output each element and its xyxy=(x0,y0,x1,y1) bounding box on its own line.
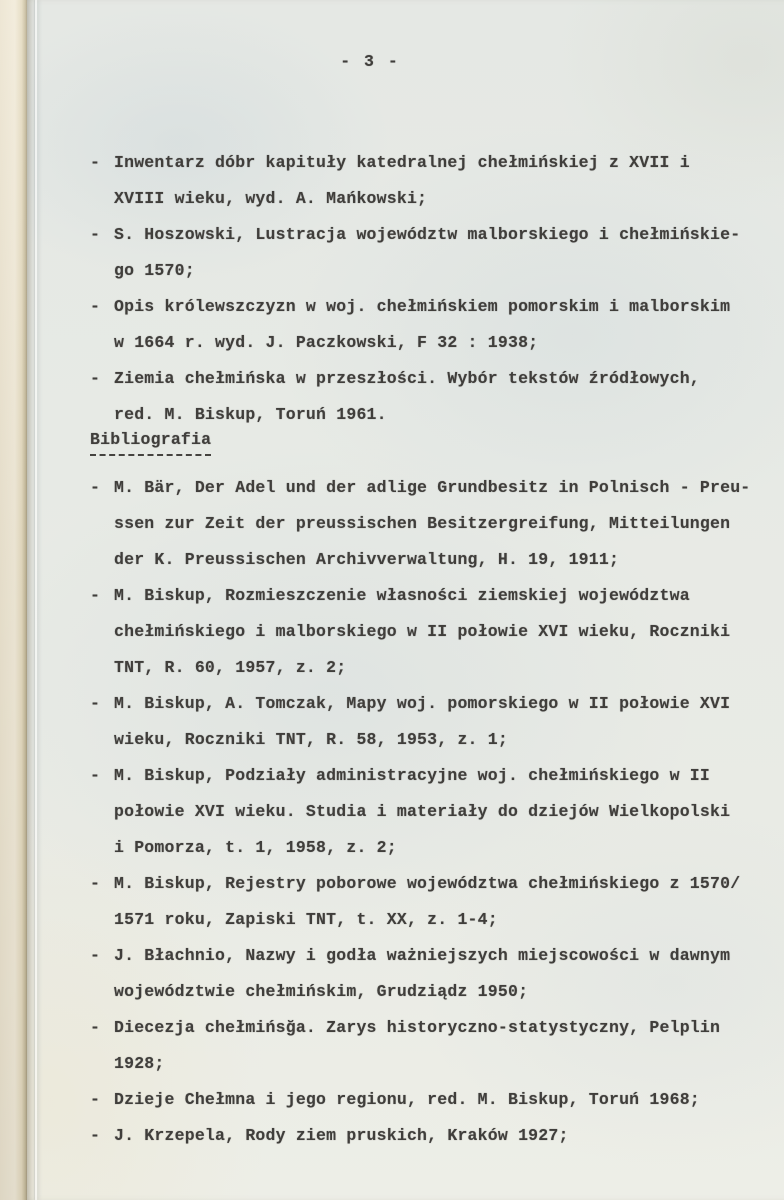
entry-text: M. Biskup, A. Tomczak, Mapy woj. pomorskiego w II połowie XVI xyxy=(114,694,731,713)
entry-first-line xyxy=(90,361,730,397)
entry-continuation-line xyxy=(90,614,730,650)
entry-first-line xyxy=(90,289,730,325)
entry-continuation-line xyxy=(90,181,730,217)
entry-continuation-line xyxy=(90,253,730,289)
entry-dash: - xyxy=(90,946,101,965)
entry-text: w 1664 r. wyd. J. Paczkowski, F 32 : 1938; xyxy=(114,333,539,352)
entry-continuation-line xyxy=(90,1046,730,1082)
entry-first-line xyxy=(90,145,730,181)
entry-first-line xyxy=(90,938,730,974)
entry-dash: - xyxy=(90,874,101,893)
page-number: - 3 - xyxy=(340,52,400,71)
entry-dash: - xyxy=(90,766,101,785)
entry-dash xyxy=(90,614,114,650)
entry-continuation-line xyxy=(90,542,730,578)
entry-dash xyxy=(90,830,114,866)
entry-text: go 1570; xyxy=(114,261,195,280)
entry-dash: - xyxy=(90,297,101,316)
entry-text: der K. Preussischen Archivverwaltung, H. 19, 1911; xyxy=(114,550,620,569)
entry-continuation-line xyxy=(90,794,730,830)
entry-text: J. Błachnio, Nazwy i godła ważniejszych miejscowości w dawnym xyxy=(114,946,731,965)
entry-first-line xyxy=(90,758,730,794)
entry-first-line xyxy=(90,1118,730,1154)
entry-dash: - xyxy=(90,369,101,388)
entry-dash xyxy=(90,974,114,1010)
sources-list xyxy=(90,145,741,433)
entry-text: 1928; xyxy=(114,1054,165,1073)
entry-text: połowie XVI wieku. Studia i materiały do dziejów Wielkopolski xyxy=(114,802,731,821)
entry-text: województwie chełmińskim, Grudziądz 1950; xyxy=(114,982,529,1001)
entry-continuation-line xyxy=(90,902,730,938)
entry-dash: - xyxy=(90,1090,101,1109)
entry-text: red. M. Biskup, Toruń 1961. xyxy=(114,405,387,424)
entry-dash: - xyxy=(90,225,101,244)
entry-continuation-line xyxy=(90,722,730,758)
entry-first-line xyxy=(90,1010,730,1046)
entry-text: S. Hoszowski, Lustracja województw malborskiego i chełmińskie- xyxy=(114,225,741,244)
binding-crease xyxy=(35,0,37,1200)
entry-text: XVIII wieku, wyd. A. Mańkowski; xyxy=(114,189,428,208)
entry-dash xyxy=(90,902,114,938)
entry-continuation-line xyxy=(90,830,730,866)
entry-text: i Pomorza, t. 1, 1958, z. 2; xyxy=(114,838,397,857)
entry-dash: - xyxy=(90,1018,101,1037)
entry-text: M. Biskup, Rejestry poborowe województwa chełmińskiego z 1570/ xyxy=(114,874,741,893)
entry-text: Dzieje Chełmna i jego regionu, red. M. Biskup, Toruń 1968; xyxy=(114,1090,700,1109)
entry-first-line xyxy=(90,1082,730,1118)
entry-first-line xyxy=(90,470,751,506)
entry-dash xyxy=(90,794,114,830)
entry-text: M. Biskup, Rozmieszczenie własności ziemskiej województwa xyxy=(114,586,690,605)
entry-dash: - xyxy=(90,1126,101,1145)
entry-dash xyxy=(90,1046,114,1082)
entry-dash: - xyxy=(90,153,101,172)
entry-text: chełmińskiego i malborskiego w II połowie XVI wieku, Roczniki xyxy=(114,622,731,641)
entry-text: M. Biskup, Podziały administracyjne woj. chełmińskiego w II xyxy=(114,766,710,785)
entry-continuation-line xyxy=(90,650,730,686)
entry-first-line xyxy=(90,866,741,902)
entry-continuation-line xyxy=(90,974,730,1010)
entry-continuation-line xyxy=(90,506,730,542)
entry-text: Diecezja chełmińsğa. Zarys historyczno-statystyczny, Pelplin xyxy=(114,1018,721,1037)
entry-first-line xyxy=(90,217,741,253)
entry-text: Opis królewszczyzn w woj. chełmińskiem pomorskim i malborskim xyxy=(114,297,731,316)
entry-text: Inwentarz dóbr kapituły katedralnej chełmińskiej z XVII i xyxy=(114,153,690,172)
paper-sheet xyxy=(27,0,784,1200)
entry-dash: - xyxy=(90,694,101,713)
entry-continuation-line xyxy=(90,325,730,361)
entry-text: Ziemia chełmińska w przeszłości. Wybór tekstów źródłowych, xyxy=(114,369,700,388)
bibliography-heading xyxy=(90,428,211,456)
entry-dash: - xyxy=(90,478,101,497)
entry-text: ssen zur Zeit der preussischen Besitzergreifung, Mitteilungen xyxy=(114,514,731,533)
bibliography-list xyxy=(90,470,751,1154)
entry-dash xyxy=(90,253,114,289)
entry-dash xyxy=(90,722,114,758)
bibliography-heading-label: Bibliografia xyxy=(90,428,211,456)
entry-dash xyxy=(90,650,114,686)
entry-text: J. Krzepela, Rody ziem pruskich, Kraków 1927; xyxy=(114,1126,569,1145)
entry-dash: - xyxy=(90,586,101,605)
entry-text: wieku, Roczniki TNT, R. 58, 1953, z. 1; xyxy=(114,730,508,749)
entry-text: TNT, R. 60, 1957, z. 2; xyxy=(114,658,347,677)
entry-first-line xyxy=(90,686,730,722)
page-edge-strip xyxy=(0,0,27,1200)
entry-dash xyxy=(90,506,114,542)
entry-text: M. Bär, Der Adel und der adlige Grundbesitz in Polnisch - Preu- xyxy=(114,478,751,497)
entry-dash xyxy=(90,325,114,361)
entry-dash xyxy=(90,542,114,578)
entry-dash xyxy=(90,181,114,217)
entry-first-line xyxy=(90,578,730,614)
entry-text: 1571 roku, Zapiski TNT, t. XX, z. 1-4; xyxy=(114,910,498,929)
